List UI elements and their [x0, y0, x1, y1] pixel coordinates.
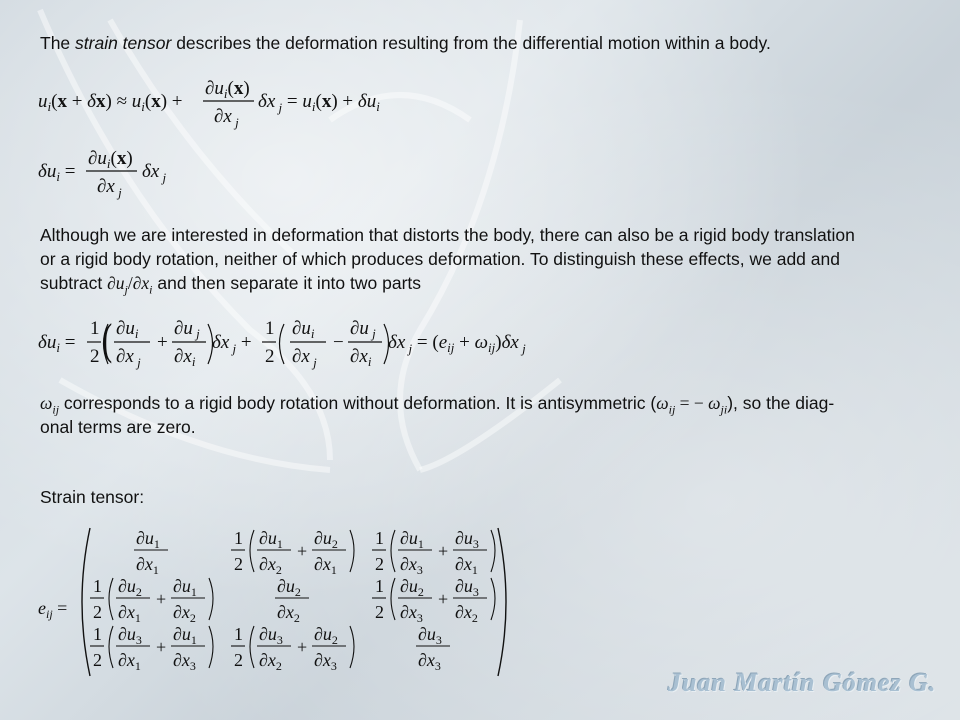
svg-text:2: 2: [265, 346, 275, 367]
svg-text:(: (: [102, 316, 113, 365]
svg-text:1: 1: [265, 318, 275, 339]
svg-text:1: 1: [375, 576, 384, 596]
svg-text:∂u1: $\partial u_1$: [173, 576, 197, 599]
paragraph-antisymmetric-line2: onal terms are zero.: [40, 417, 196, 437]
svg-text:∂ui: $\partial u_i$: [116, 318, 139, 341]
line3-post: and then separate it into two parts: [152, 273, 422, 293]
intro-post: describes the deformation resulting from the differential motion within a body.: [171, 33, 771, 53]
svg-text:ui(x + δx) ≈ ui(x) +: $u_i(x + \delta x) \approx u_i(x)$ +: [38, 91, 183, 114]
inline-derivative: $\partial u_j/\partial x_i$: [107, 273, 153, 297]
svg-text:δx j = ui(x) + δui: δx $_j = u_i(x) + \delta u_i$: [258, 91, 380, 115]
svg-text:eij =: $e_{ij}$ =: [38, 598, 68, 621]
svg-text:2: 2: [234, 554, 243, 574]
paragraph-rigid-motion-line2: or a rigid body rotation, neither of which produces deformation. To distinguish these effects, we add and: [40, 249, 840, 269]
svg-text:∂x3: $\partial x_3$: [400, 602, 423, 625]
svg-text:1: 1: [93, 624, 102, 644]
svg-text:∂ui: $\partial u_i$: [292, 318, 315, 341]
svg-text:∂x2: $\partial x_2$: [259, 650, 282, 673]
equation-decomposition: [36, 316, 596, 372]
svg-text:+: +: [156, 637, 167, 657]
svg-text:∂x1: $\partial x_1$: [455, 554, 478, 577]
svg-text:∂x1: $\partial x_1$: [118, 650, 141, 673]
intro-pre: The: [40, 33, 76, 53]
svg-text:∂u3: $\partial u_3$: [118, 624, 142, 647]
intro-sentence: [40, 32, 771, 54]
svg-text:∂u3: $\partial u_3$: [418, 624, 442, 647]
svg-text:∂u1: $\partial u_1$: [173, 624, 197, 647]
svg-text:∂u2: $\partial u_2$: [314, 528, 338, 551]
svg-text:∂x1: $\partial x_1$: [136, 554, 159, 577]
antisym-pre: corresponds to a rigid body rotation without deformation. It is antisymmetric (: [59, 393, 657, 413]
paragraph-rigid-motion-line1: Although we are interested in deformation that distorts the body, there can also be a rigid body translation: [40, 225, 855, 245]
author-signature: Juan Martín Gómez G.: [668, 668, 937, 697]
svg-text:+: +: [156, 589, 167, 609]
svg-text:δui =: $\delta u_i$ =: [38, 161, 76, 184]
svg-text:δx j = (eij + ωij)δx j: δx $_j = (e_{ij} + \omega_{ij})\delta x$ $_j$: [388, 332, 526, 356]
svg-text:∂x1: $\partial x_1$: [314, 554, 337, 577]
svg-text:∂u3: $\partial u_3$: [455, 528, 479, 551]
svg-text:∂xi: $\partial x_i$: [350, 346, 372, 369]
svg-text:δx j: δx $_j$: [142, 161, 167, 185]
strain-tensor-label: Strain tensor:: [40, 487, 145, 507]
antisymmetric-relation: $\omega_{ij}$ = − $\omega_{ji}$: [656, 393, 728, 417]
svg-text:∂u2: $\partial u_2$: [400, 576, 424, 599]
svg-text:∂u2: $\partial u_2$: [118, 576, 142, 599]
svg-text:2: 2: [93, 602, 102, 622]
svg-text:+: +: [438, 589, 449, 609]
paragraph-rigid-motion-line3: [40, 272, 421, 301]
svg-text:∂x j: ∂x $_j$: [97, 176, 122, 200]
svg-text:2: 2: [93, 650, 102, 670]
svg-text:∂x2: $\partial x_2$: [455, 602, 478, 625]
svg-text:δx j +: δx $_j$ +: [212, 332, 252, 356]
svg-text:2: 2: [234, 650, 243, 670]
svg-text:∂x3: $\partial x_3$: [314, 650, 337, 673]
intro-emphasis: strain tensor: [75, 33, 172, 53]
svg-text:∂u2: $\partial u_2$: [277, 576, 301, 599]
svg-text:∂x2: $\partial x_2$: [259, 554, 282, 577]
svg-text:∂ui(x): $\partial u_i(x)$: [88, 148, 133, 171]
svg-text:+: +: [438, 541, 449, 561]
svg-text:1: 1: [234, 528, 243, 548]
strain-tensor-matrix: [36, 524, 516, 684]
svg-text:∂u2: $\partial u_2$: [314, 624, 338, 647]
svg-text:∂x3: $\partial x_3$: [173, 650, 196, 673]
svg-text:∂u1: $\partial u_1$: [136, 528, 160, 551]
svg-text:∂u1: $\partial u_1$: [259, 528, 283, 551]
svg-text:−: −: [333, 332, 344, 353]
svg-text:∂xi: $\partial x_i$: [174, 346, 196, 369]
line3-pre: subtract: [40, 273, 108, 293]
svg-text:1: 1: [375, 528, 384, 548]
svg-text:∂u3: $\partial u_3$: [455, 576, 479, 599]
svg-text:2: 2: [375, 602, 384, 622]
svg-text:δui =: $\delta u_i$ =: [38, 332, 76, 355]
svg-text:∂x1: $\partial x_1$: [118, 602, 141, 625]
svg-text:∂x3: $\partial x_3$: [418, 650, 441, 673]
svg-text:∂x j: ∂x $_j$: [292, 346, 317, 370]
svg-text:∂x j: ∂x $_j$: [214, 106, 239, 130]
svg-text:∂x2: $\partial x_2$: [277, 602, 300, 625]
svg-text:1: 1: [93, 576, 102, 596]
svg-text:∂x2: $\partial x_2$: [173, 602, 196, 625]
svg-text:+: +: [297, 637, 308, 657]
svg-text:1: 1: [234, 624, 243, 644]
svg-text:2: 2: [90, 346, 100, 367]
svg-text:∂ui(x): $\partial u_i(x)$: [205, 78, 250, 101]
omega-symbol: $\omega_{ij}$: [40, 393, 60, 417]
svg-text:1: 1: [90, 318, 100, 339]
svg-text:∂x j: ∂x $_j$: [116, 346, 141, 370]
equation-delta-u: [36, 146, 236, 206]
equation-taylor-expansion: [36, 76, 456, 136]
svg-text:∂x3: $\partial x_3$: [400, 554, 423, 577]
svg-text:+: +: [297, 541, 308, 561]
svg-text:2: 2: [375, 554, 384, 574]
svg-text:+: +: [157, 332, 168, 353]
svg-text:∂u3: $\partial u_3$: [259, 624, 283, 647]
svg-text:∂u j: ∂u $_j$: [350, 318, 376, 341]
svg-text:∂u j: ∂u $_j$: [174, 318, 200, 341]
antisym-post: ), so the diag-: [727, 393, 835, 413]
svg-text:∂u1: $\partial u_1$: [400, 528, 424, 551]
